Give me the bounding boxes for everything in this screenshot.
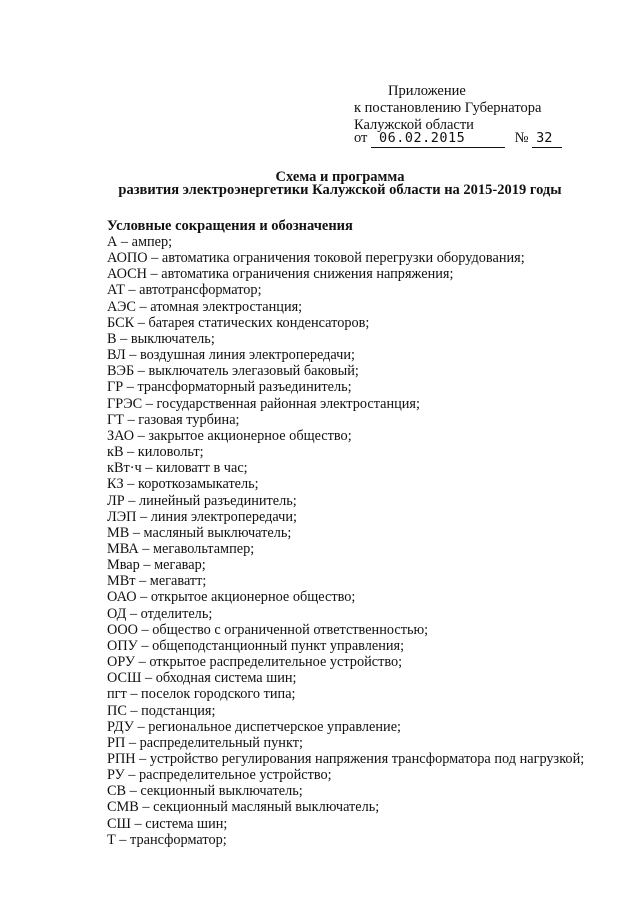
list-item: МВА – мегавольтампер; — [107, 540, 255, 557]
list-item: АЭС – атомная электростанция; — [107, 298, 303, 315]
list-item: ООО – общество с ограниченной ответственностью; — [107, 621, 429, 638]
list-item: ОСШ – обходная система шин; — [107, 670, 297, 687]
list-item: СМВ – секционный масляный выключатель; — [107, 799, 380, 816]
list-item: ОРУ – открытое распределительное устройство; — [107, 654, 403, 671]
list-item: ОАО – открытое акционерное общество; — [107, 589, 356, 606]
list-item: кВт·ч – киловатт в час; — [107, 460, 248, 477]
list-item: ГТ – газовая турбина; — [107, 411, 240, 428]
list-item: РПН – устройство регулирования напряжения трансформатора под нагрузкой; — [107, 751, 585, 767]
list-item: ВЭБ – выключатель элегазовый баковый; — [107, 363, 359, 380]
section-heading: Условные сокращения и обозначения — [107, 218, 353, 234]
appendix-header — [354, 83, 541, 134]
list-item: А – ампер; — [107, 234, 173, 250]
list-item: Мвар – мегавар; — [107, 557, 206, 574]
list-item: РУ – распределительное устройство; — [107, 767, 332, 784]
list-item: ОД – отделитель; — [107, 605, 213, 622]
list-item: БСК – батарея статических конденсаторов; — [107, 314, 370, 331]
list-item: В – выключатель; — [107, 330, 215, 347]
list-item: ЛР – линейный разъединитель; — [107, 492, 297, 509]
appendix-region-line: Калужской области — [354, 117, 474, 133]
list-item: ГР – трансформаторный разъединитель; — [107, 379, 352, 396]
list-item: РДУ – региональное диспетчерское управление; — [107, 718, 402, 735]
list-item: АОСН – автоматика ограничения снижения напряжения; — [107, 266, 454, 283]
list-item: ЗАО – закрытое акционерное общество; — [107, 427, 352, 444]
abbreviation-list — [107, 234, 584, 848]
list-item: ПС – подстанция; — [107, 702, 216, 719]
list-item: ВЛ – воздушная линия электропередачи; — [107, 347, 355, 364]
list-item: МВт – мегаватт; — [107, 573, 207, 590]
list-item: пгт – поселок городского типа; — [107, 686, 296, 703]
number-value: 32 — [532, 130, 562, 148]
list-item: КЗ – короткозамыкатель; — [107, 476, 259, 493]
list-item: ЛЭП – линия электропередачи; — [107, 508, 297, 525]
document-title-line-2: развития электроэнергетики Калужской области на 2015-2019 годы — [118, 182, 562, 198]
list-item: СВ – секционный выключатель; — [107, 783, 303, 800]
appendix-resolution-line: к постановлению Губернатора — [354, 100, 542, 116]
number-label: № — [514, 130, 529, 146]
date-value: 06.02.2015 — [371, 130, 505, 148]
list-item: РП – распределительный пункт; — [107, 734, 303, 751]
list-item: АТ – автотрансформатор; — [107, 282, 262, 299]
list-item: ГРЭС – государственная районная электростанция; — [107, 395, 420, 412]
appendix-label: Приложение — [388, 83, 466, 99]
list-item: МВ – масляный выключатель; — [107, 524, 292, 541]
date-prefix: от — [354, 130, 368, 146]
list-item: кВ – киловольт; — [107, 444, 204, 461]
list-item: Т – трансформатор; — [107, 831, 227, 848]
list-item: АОПО – автоматика ограничения токовой перегрузки оборудования; — [107, 250, 525, 267]
list-item: СШ – система шин; — [107, 815, 228, 832]
document-title-line-1: Схема и программа — [275, 169, 405, 185]
appendix-date-row — [354, 130, 562, 148]
list-item: ОПУ – общеподстанционный пункт управления; — [107, 637, 405, 654]
